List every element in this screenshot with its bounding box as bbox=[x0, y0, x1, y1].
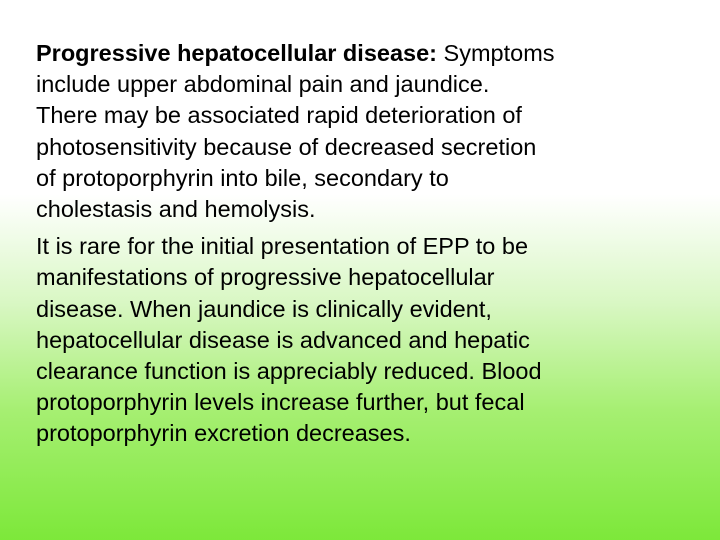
paragraph-text: Symptoms include upper abdominal pain and jaundice. There may be associated rapid deterioration of photosensitivity because of decreased secretion of protoporphyrin into bile, secondary to cholestasis and hemolysis. bbox=[36, 40, 555, 223]
paragraph-liver-disease-symptoms bbox=[36, 38, 696, 225]
slide-body bbox=[36, 38, 696, 450]
paragraph-heading: Progressive hepatocellular disease: bbox=[36, 40, 437, 66]
paragraph-epp-presentation: It is rare for the initial presentation of EPP to be manifestations of progressive hepatocellular disease. When jaundice is clinically evident, hepatocellular disease is advanced and hepatic clearance function is appreciably reduced. Blood protoporphyrin levels increase further, but fecal protoporphyrin excretion decreases. bbox=[36, 233, 542, 447]
